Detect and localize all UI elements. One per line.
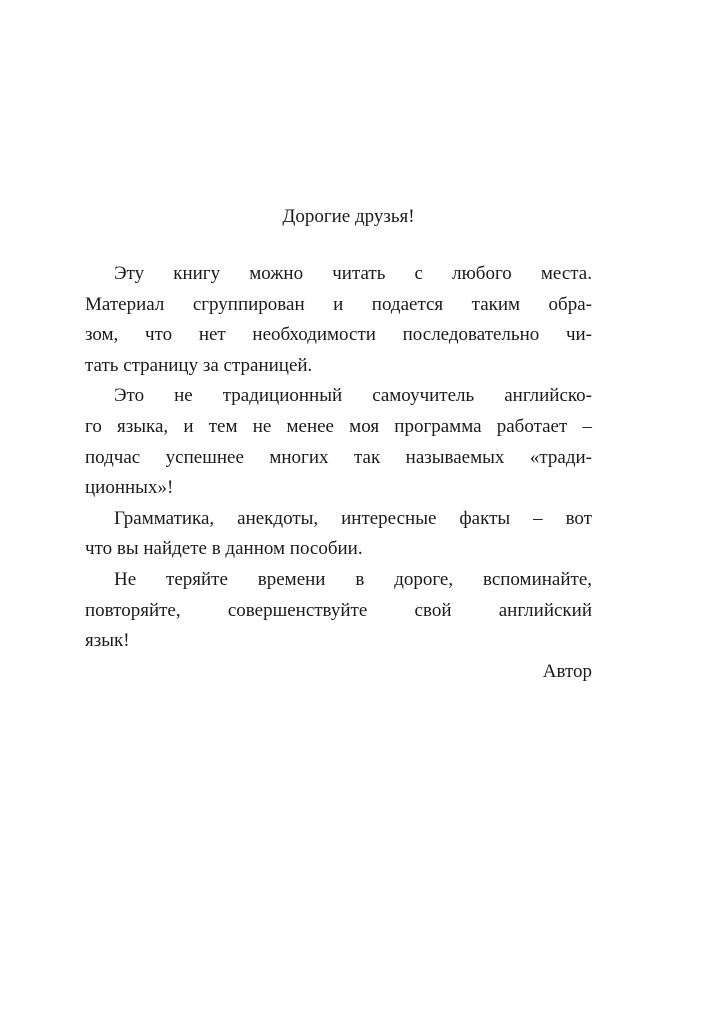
- text-line: зом, что нет необходимости последовательно чи-: [85, 324, 592, 346]
- text-line: что вы найдете в данном пособии.: [85, 538, 363, 560]
- text-line: ционных»!: [85, 477, 174, 499]
- text-line: подчас успешнее многих так называемых «тради-: [85, 446, 592, 468]
- paragraph-intro: [85, 259, 592, 381]
- paragraph-not-traditional: [85, 381, 592, 503]
- text-line: Материал сгруппирован и подается таким обра-: [85, 293, 592, 315]
- author-signature: Автор: [542, 660, 592, 682]
- paragraph-contents: [85, 504, 592, 565]
- text-line: Не теряйте времени в дороге, вспоминайте,: [114, 568, 592, 590]
- paragraph-encouragement: [85, 565, 592, 657]
- text-line: Это не традиционный самоучитель английско-: [114, 385, 592, 407]
- body-text: [85, 259, 592, 687]
- text-line: язык!: [85, 630, 130, 652]
- text-line: повторяйте, совершенствуйте свой английский: [85, 599, 592, 621]
- text-line: Эту книгу можно читать с любого места.: [114, 263, 592, 284]
- text-line: тать страницу за страницей.: [85, 354, 313, 376]
- text-line: го языка, и тем не менее моя программа работает –: [85, 415, 592, 437]
- text-line: Грамматика, анекдоты, интересные факты – вот: [114, 507, 592, 529]
- page-heading: Дорогие друзья!: [282, 206, 415, 227]
